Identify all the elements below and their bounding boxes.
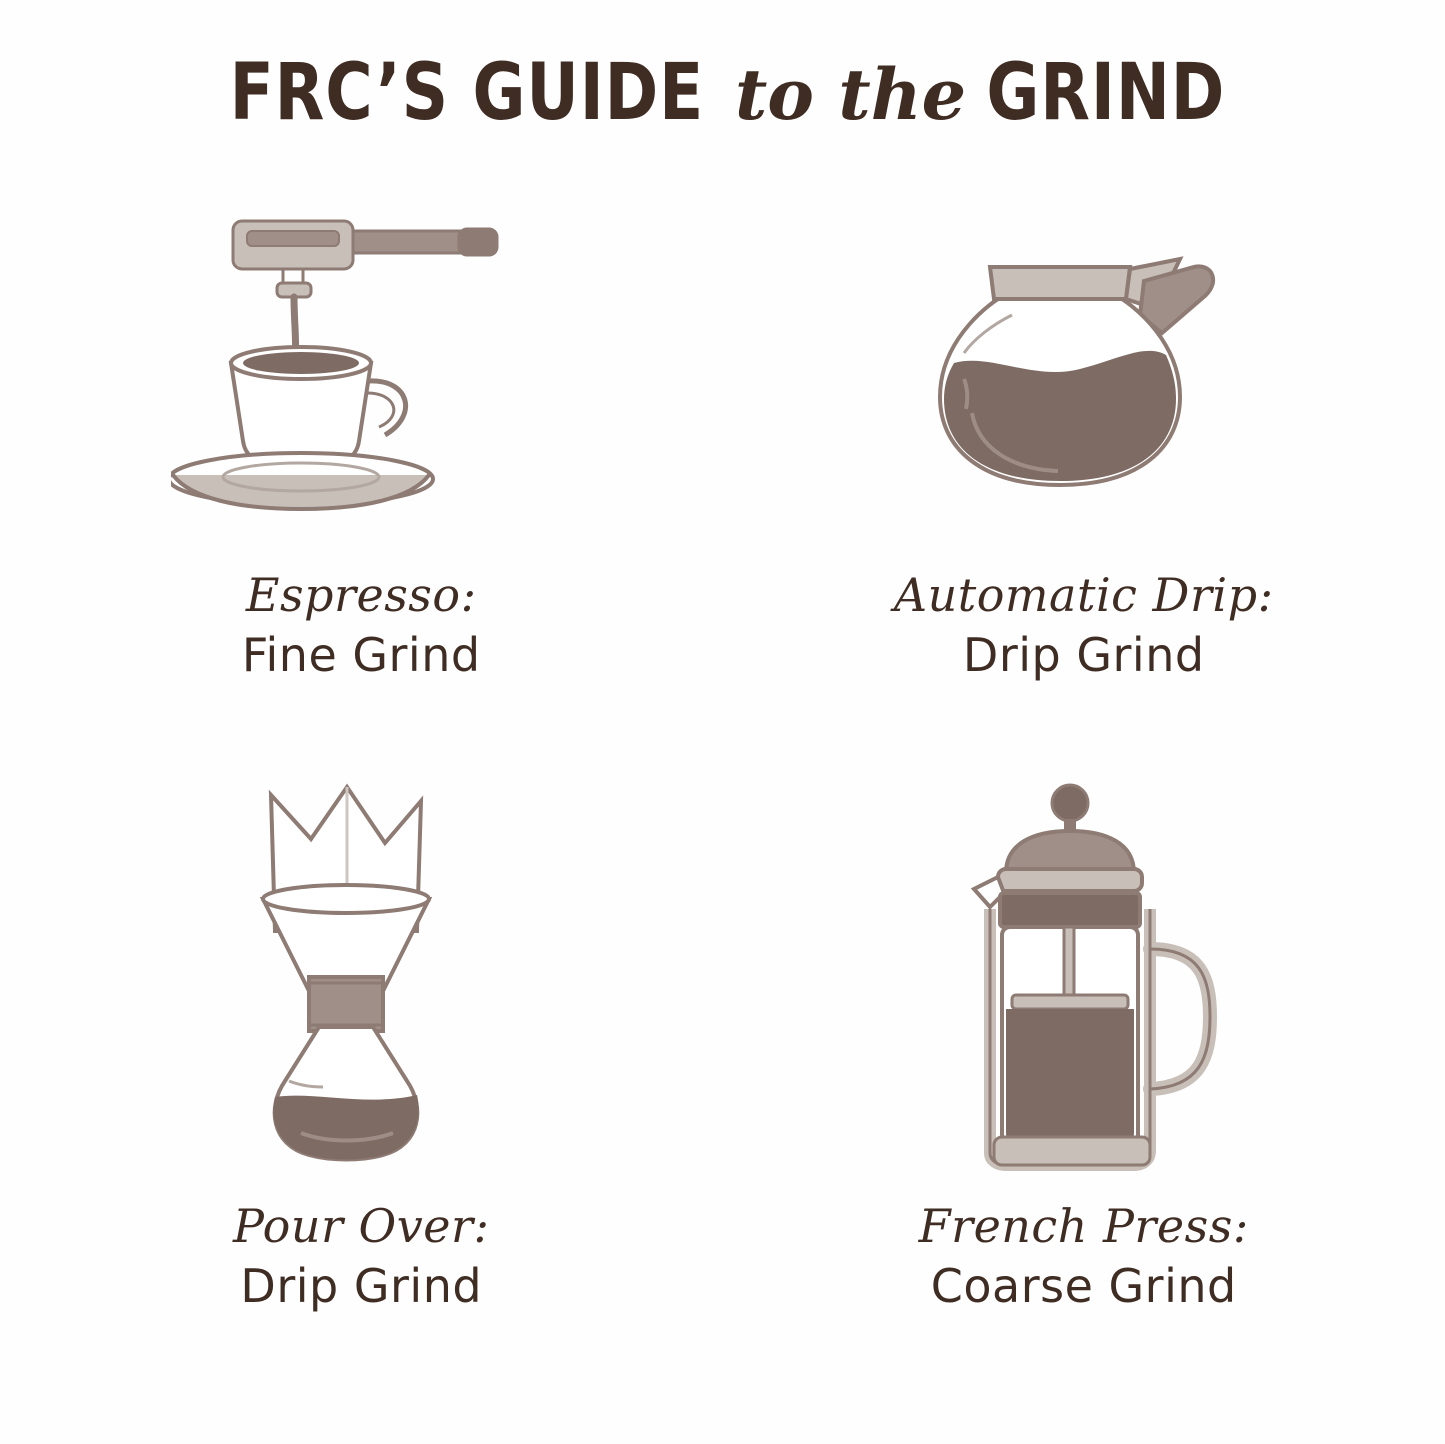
- method-grind: Drip Grind: [240, 1258, 483, 1313]
- french-press-icon: [894, 801, 1274, 1161]
- method-grind: Coarse Grind: [930, 1258, 1237, 1313]
- method-caption-automatic-drip: [894, 570, 1274, 681]
- page-title-part1: FRC’S GUIDE: [229, 48, 705, 138]
- drip-carafe-icon: [894, 188, 1274, 548]
- method-card-automatic-drip: [723, 180, 1445, 795]
- pour-over-chemex-icon: [171, 801, 551, 1161]
- espresso-machine-icon: [171, 188, 551, 548]
- method-caption-french-press: [919, 1201, 1249, 1312]
- method-name: Espresso:: [245, 568, 477, 622]
- method-name: French Press:: [918, 1199, 1249, 1253]
- method-grind: Fine Grind: [241, 627, 481, 682]
- method-card-espresso: [0, 180, 723, 795]
- method-name: Pour Over:: [233, 1199, 490, 1253]
- method-card-french-press: [723, 795, 1445, 1410]
- method-name: Automatic Drip:: [893, 568, 1274, 622]
- method-card-pour-over: [0, 795, 723, 1410]
- page-title: [0, 48, 1445, 138]
- page-title-part2: to the: [734, 53, 967, 136]
- method-caption-pour-over: [233, 1201, 489, 1312]
- method-grind: Drip Grind: [962, 627, 1205, 682]
- method-caption-espresso: [242, 570, 481, 681]
- page-title-part3: GRIND: [986, 48, 1226, 138]
- methods-grid: [0, 180, 1445, 1410]
